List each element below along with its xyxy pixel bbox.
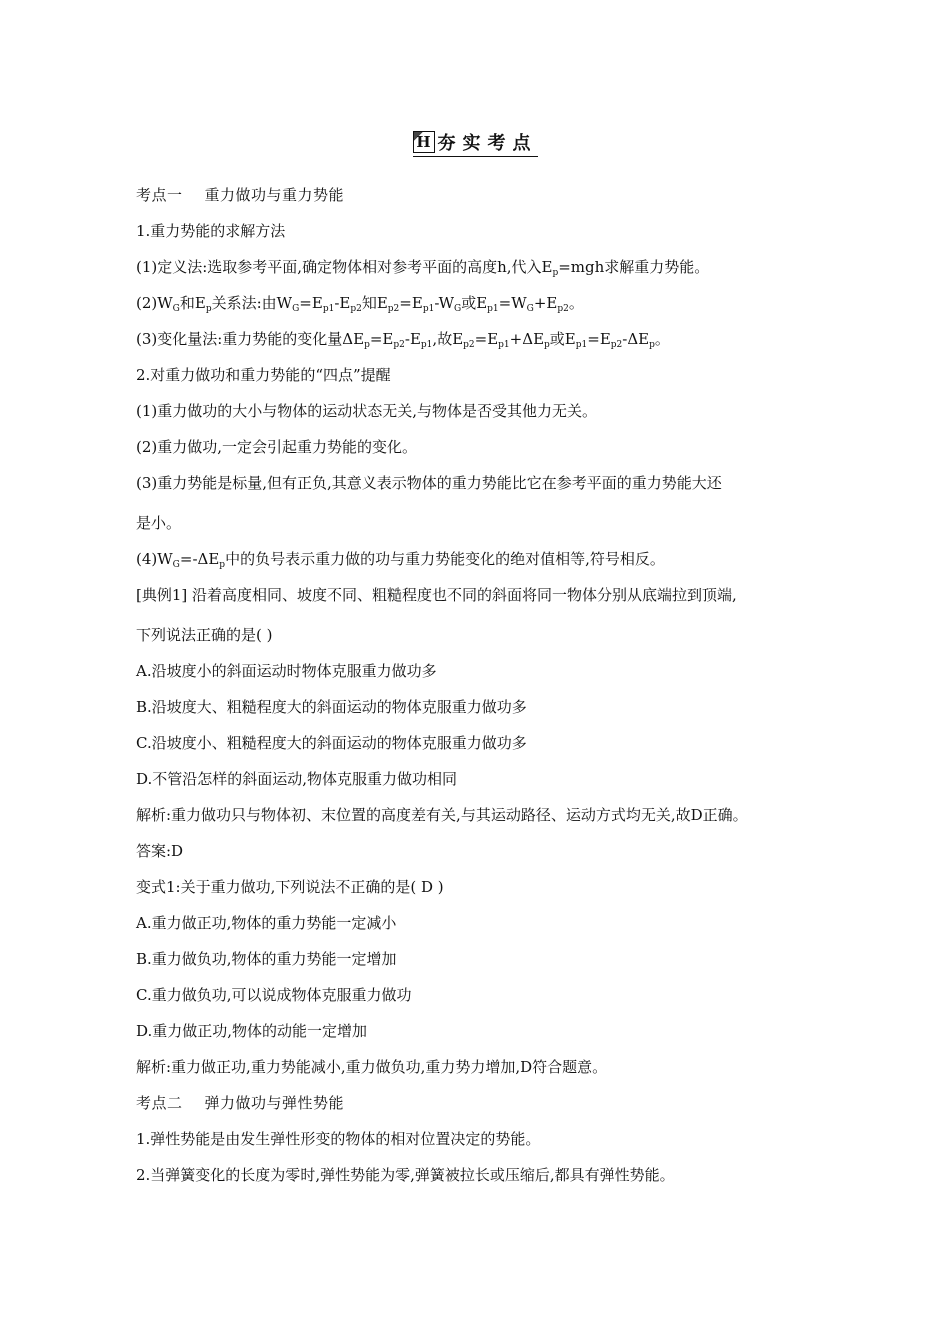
elastic-point-1: 1.弹性势能是由发生弹性形变的物体的相对位置决定的势能。 (136, 1130, 541, 1148)
reminder-2: (2)重力做功,一定会引起重力势能的变化。 (136, 438, 418, 456)
variant-option-d: D.重力做正功,物体的动能一定增加 (136, 1022, 368, 1040)
variant-option-b: B.重力做负功,物体的重力势能一定增加 (136, 950, 397, 968)
variant-option-c: C.重力做负功,可以说成物体克服重力做功 (136, 986, 412, 1004)
option-c: C.沿坡度小、粗糙程度大的斜面运动的物体克服重力做功多 (136, 734, 527, 752)
method-definition: (1)定义法:选取参考平面,确定物体相对参考平面的高度h,代入$E_p=mgh$求解重力势能。 (136, 258, 710, 278)
option-a: A.沿坡度小的斜面运动时物体克服重力做功多 (136, 662, 437, 680)
method-change: (3)变化量法:重力势能的变化量$\Delta E_p=E_{p2}-E_{p1}$,故$E_{p2}=E_{p1}+\Delta E_p$或$E_{p1}=E_{p2}-\Delta E_p$。 (136, 330, 670, 350)
elastic-point-2: 2.当弹簧变化的长度为零时,弹性势能为零,弹簧被拉长或压缩后,都具有弹性势能。 (136, 1166, 675, 1184)
section-title-2: 考点二 弹力做功与弹性势能 (136, 1094, 345, 1112)
option-d: D.不管沿怎样的斜面运动,物体克服重力做功相同 (136, 770, 458, 788)
answer-1: 答案:D (136, 842, 184, 860)
example-question: [典例1] 沿着高度相同、坡度不同、粗糙程度也不同的斜面将同一物体分别从底端拉到顶端, (136, 586, 737, 604)
section-badge-icon: H (413, 131, 435, 153)
method-relation: $(2)W_G$和$E_p$关系法:由$W_G=E_{p1}-E_{p2}$知$E_{p2}=E_{p1}-W_G$或$E_{p1}=W_G+E_{p2}$。 (136, 294, 584, 314)
option-b: B.沿坡度大、粗糙程度大的斜面运动的物体克服重力做功多 (136, 698, 527, 716)
reminder-3: (3)重力势能是标量,但有正负,其意义表示物体的重力势能比它在参考平面的重力势能大还 (136, 474, 722, 492)
analysis-2: 解析:重力做正功,重力势能减小,重力做负功,重力势力增加,D符合题意。 (136, 1058, 608, 1076)
variant-question: 变式1:关于重力做功,下列说法不正确的是( D ) (136, 878, 444, 896)
analysis-1: 解析:重力做功只与物体初、末位置的高度差有关,与其运动路径、运动方式均无关,故D正确。 (136, 806, 748, 824)
page-title: 夯实考点 (437, 133, 538, 154)
reminder-1: (1)重力做功的大小与物体的运动状态无关,与物体是否受其他力无关。 (136, 402, 598, 420)
page-heading (0, 128, 950, 158)
reminder-4: $(4)W_G=-\Delta E_p$中的负号表示重力做的功与重力势能变化的绝对值相等,符号相反。 (136, 550, 665, 570)
section-title-1: 考点一 重力做功与重力势能 (136, 186, 345, 204)
subheading-1: 1.重力势能的求解方法 (136, 222, 286, 240)
reminder-3-cont: 是小。 (136, 514, 182, 532)
subheading-2: 2.对重力做功和重力势能的“四点”提醒 (136, 366, 391, 384)
example-question-cont: 下列说法正确的是( ) (136, 626, 273, 644)
variant-option-a: A.重力做正功,物体的重力势能一定减小 (136, 914, 397, 932)
heading-underline-group (413, 129, 538, 157)
